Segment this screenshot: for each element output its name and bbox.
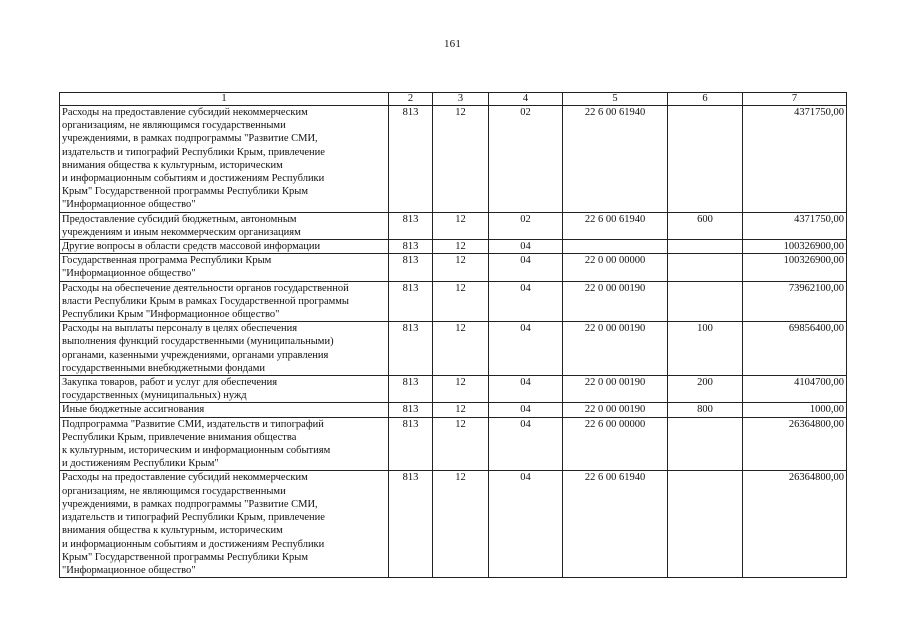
row-subsection: 04 (489, 376, 563, 403)
row-section: 12 (433, 376, 489, 403)
row-expense-type (668, 417, 743, 471)
row-section: 12 (433, 403, 489, 417)
row-ministry-code: 813 (389, 212, 433, 239)
row-target-article: 22 0 00 00190 (563, 403, 668, 417)
row-amount: 100326900,00 (743, 254, 847, 281)
row-description: Расходы на предоставление субсидий некоммерческим организациям, не являющимся государственными учреждениями, в рамках подпрограммы "Развитие СМИ, издательств и типографий Республики Крым, привлечение внимания общества к культурным, историческим и информационным событиям и достижениям Республики Крым" Государственной программы Республики Крым "Информационное общество" (60, 106, 389, 213)
row-target-article: 22 0 00 00190 (563, 322, 668, 376)
column-header-7: 7 (743, 93, 847, 106)
table-row (60, 106, 847, 213)
row-subsection: 04 (489, 322, 563, 376)
row-target-article: 22 6 00 61940 (563, 471, 668, 578)
row-subsection: 02 (489, 212, 563, 239)
row-description: Закупка товаров, работ и услуг для обеспечения государственных (муниципальных) нужд (60, 376, 389, 403)
row-ministry-code: 813 (389, 417, 433, 471)
row-section: 12 (433, 240, 489, 254)
row-amount: 4371750,00 (743, 212, 847, 239)
table-row (60, 212, 847, 239)
column-header-5: 5 (563, 93, 668, 106)
row-amount: 26364800,00 (743, 417, 847, 471)
row-subsection: 04 (489, 471, 563, 578)
row-section: 12 (433, 106, 489, 213)
row-expense-type: 600 (668, 212, 743, 239)
column-header-6: 6 (668, 93, 743, 106)
row-section: 12 (433, 212, 489, 239)
row-target-article (563, 240, 668, 254)
row-ministry-code: 813 (389, 322, 433, 376)
row-description: Предоставление субсидий бюджетным, автономным учреждениям и иным некоммерческим организациям (60, 212, 389, 239)
row-description: Другие вопросы в области средств массовой информации (60, 240, 389, 254)
row-description: Расходы на обеспечение деятельности органов государственной власти Республики Крым в рамках Государственной программы Республики Крым "Информационное общество" (60, 281, 389, 322)
row-ministry-code: 813 (389, 240, 433, 254)
table-row (60, 376, 847, 403)
row-subsection: 04 (489, 240, 563, 254)
row-expense-type (668, 254, 743, 281)
page-number: 161 (443, 38, 462, 50)
row-expense-type: 800 (668, 403, 743, 417)
row-description: Иные бюджетные ассигнования (60, 403, 389, 417)
column-header-1: 1 (60, 93, 389, 106)
row-subsection: 02 (489, 106, 563, 213)
row-ministry-code: 813 (389, 376, 433, 403)
row-ministry-code: 813 (389, 471, 433, 578)
column-header-4: 4 (489, 93, 563, 106)
row-expense-type (668, 471, 743, 578)
row-ministry-code: 813 (389, 281, 433, 322)
table-row (60, 254, 847, 281)
row-amount: 69856400,00 (743, 322, 847, 376)
row-amount: 1000,00 (743, 403, 847, 417)
row-section: 12 (433, 281, 489, 322)
row-subsection: 04 (489, 417, 563, 471)
row-description: Подпрограмма "Развитие СМИ, издательств и типографий Республики Крым, привлечение внимания общества к культурным, историческим и информационным событиям и достижениям Республики Крым" (60, 417, 389, 471)
table-row (60, 403, 847, 417)
row-ministry-code: 813 (389, 254, 433, 281)
row-subsection: 04 (489, 281, 563, 322)
row-expense-type (668, 106, 743, 213)
row-ministry-code: 813 (389, 403, 433, 417)
row-section: 12 (433, 254, 489, 281)
row-description: Государственная программа Республики Крым "Информационное общество" (60, 254, 389, 281)
row-amount: 4104700,00 (743, 376, 847, 403)
row-expense-type (668, 281, 743, 322)
table-row (60, 281, 847, 322)
table-row (60, 417, 847, 471)
table-row (60, 240, 847, 254)
row-target-article: 22 0 00 00190 (563, 376, 668, 403)
row-subsection: 04 (489, 254, 563, 281)
row-section: 12 (433, 417, 489, 471)
row-ministry-code: 813 (389, 106, 433, 213)
row-amount: 73962100,00 (743, 281, 847, 322)
row-section: 12 (433, 471, 489, 578)
row-amount: 26364800,00 (743, 471, 847, 578)
table-row (60, 471, 847, 578)
row-subsection: 04 (489, 403, 563, 417)
row-amount: 4371750,00 (743, 106, 847, 213)
row-expense-type: 100 (668, 322, 743, 376)
row-target-article: 22 0 00 00000 (563, 254, 668, 281)
row-description: Расходы на предоставление субсидий некоммерческим организациям, не являющимся государственными учреждениями, в рамках подпрограммы "Развитие СМИ, издательств и типографий Республики Крым, привлечение внимания общества к культурным, историческим и информационным событиям и достижениям Республики Крым" Государственной программы Республики Крым "Информационное общество" (60, 471, 389, 578)
row-section: 12 (433, 322, 489, 376)
row-expense-type: 200 (668, 376, 743, 403)
table-row (60, 322, 847, 376)
budget-table (59, 92, 847, 578)
row-target-article: 22 6 00 61940 (563, 212, 668, 239)
row-description: Расходы на выплаты персоналу в целях обеспечения выполнения функций государственными (муниципальными) органами, казенными учреждениями, органами управления государственными внебюджетными фондами (60, 322, 389, 376)
row-expense-type (668, 240, 743, 254)
row-amount: 100326900,00 (743, 240, 847, 254)
row-target-article: 22 0 00 00190 (563, 281, 668, 322)
column-header-2: 2 (389, 93, 433, 106)
row-target-article: 22 6 00 61940 (563, 106, 668, 213)
column-header-3: 3 (433, 93, 489, 106)
column-header-row (60, 93, 847, 106)
row-target-article: 22 6 00 00000 (563, 417, 668, 471)
